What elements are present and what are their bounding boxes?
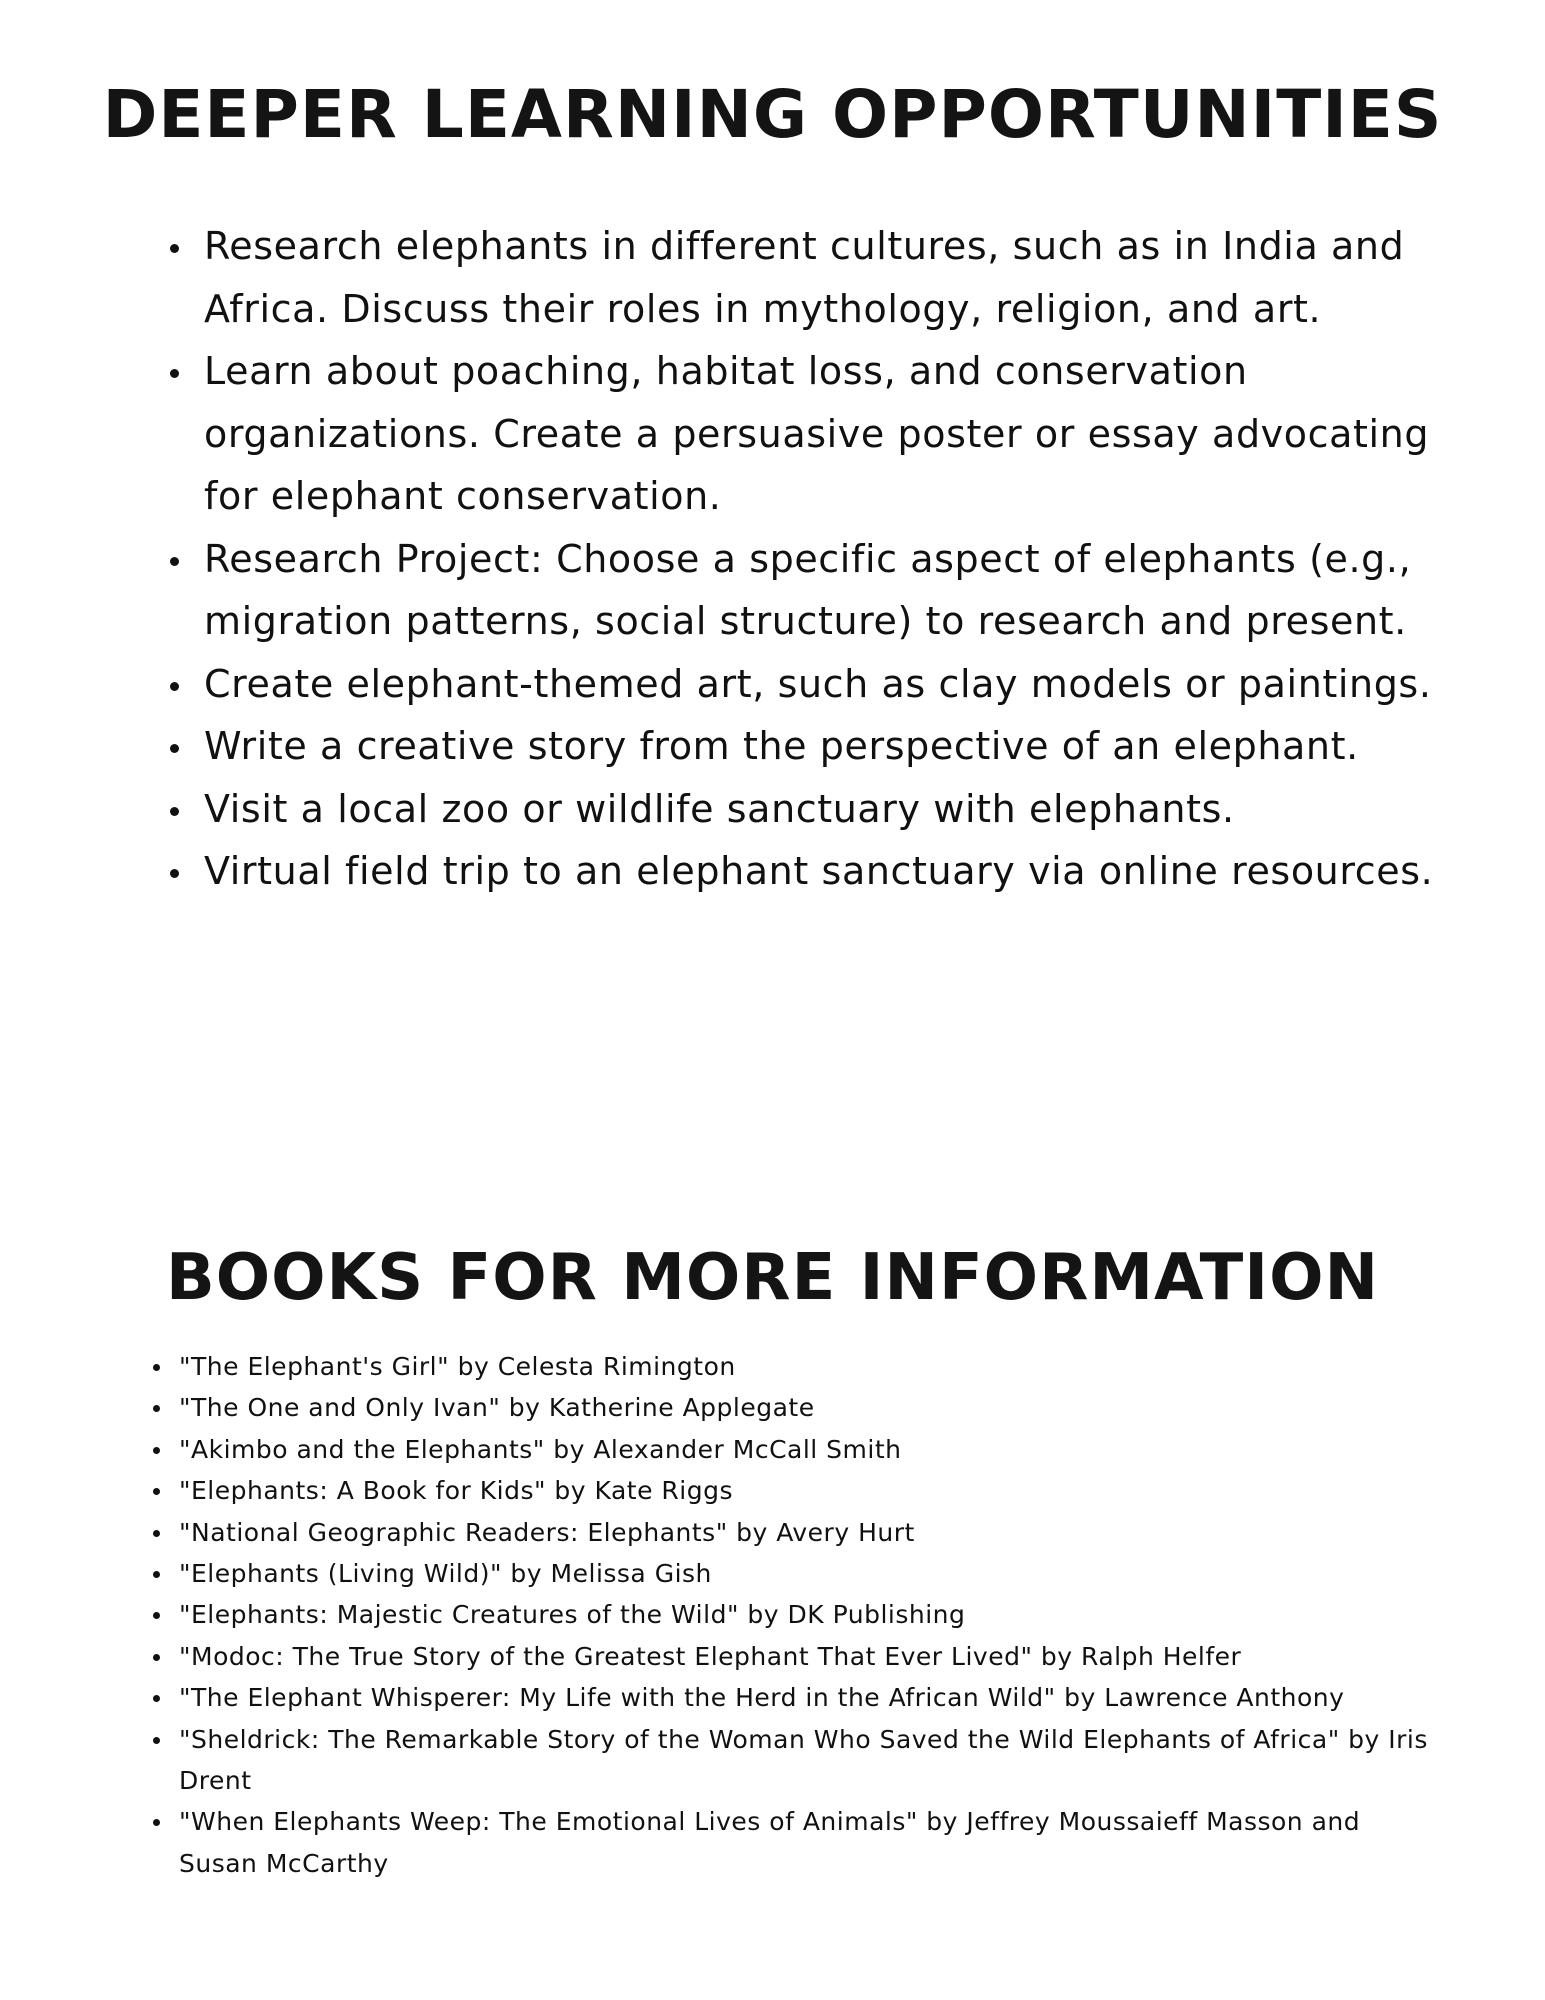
list-item: Write a creative story from the perspective of an elephant. <box>204 715 1464 778</box>
list-item: Create elephant-themed art, such as clay models or paintings. <box>204 653 1464 716</box>
list-item: Research Project: Choose a specific aspect of elephants (e.g., migration patterns, social structure) to research and present. <box>204 528 1464 653</box>
list-item: Learn about poaching, habitat loss, and conservation organizations. Create a persuasive poster or essay advocating for elephant conservation. <box>204 340 1464 528</box>
list-item: Research elephants in different cultures, such as in India and Africa. Discuss their roles in mythology, religion, and art. <box>204 215 1464 340</box>
book-item: "The One and Only Ivan" by Katherine Applegate <box>179 1387 1429 1428</box>
books-list <box>150 1346 1429 1884</box>
book-item: "Akimbo and the Elephants" by Alexander McCall Smith <box>179 1429 1429 1470</box>
books-heading: BOOKS FOR MORE INFORMATION <box>165 1241 1380 1315</box>
list-item: Virtual field trip to an elephant sanctuary via online resources. <box>204 840 1464 903</box>
book-item: "Sheldrick: The Remarkable Story of the Woman Who Saved the Wild Elephants of Africa" by Iris Drent <box>179 1719 1429 1802</box>
book-item: "Elephants: Majestic Creatures of the Wild" by DK Publishing <box>179 1594 1429 1635</box>
book-item: "National Geographic Readers: Elephants" by Avery Hurt <box>179 1512 1429 1553</box>
deeper-learning-heading: DEEPER LEARNING OPPORTUNITIES <box>102 76 1443 153</box>
book-item: "The Elephant Whisperer: My Life with the Herd in the African Wild" by Lawrence Anthony <box>179 1677 1429 1718</box>
list-item: Visit a local zoo or wildlife sanctuary with elephants. <box>204 778 1464 841</box>
activities-list <box>158 215 1464 903</box>
book-item: "Elephants (Living Wild)" by Melissa Gish <box>179 1553 1429 1594</box>
book-item: "When Elephants Weep: The Emotional Lives of Animals" by Jeffrey Moussaieff Masson and Susan McCarthy <box>179 1801 1429 1884</box>
book-item: "Modoc: The True Story of the Greatest Elephant That Ever Lived" by Ralph Helfer <box>179 1636 1429 1677</box>
book-item: "Elephants: A Book for Kids" by Kate Riggs <box>179 1470 1429 1511</box>
book-item: "The Elephant's Girl" by Celesta Rimington <box>179 1346 1429 1387</box>
